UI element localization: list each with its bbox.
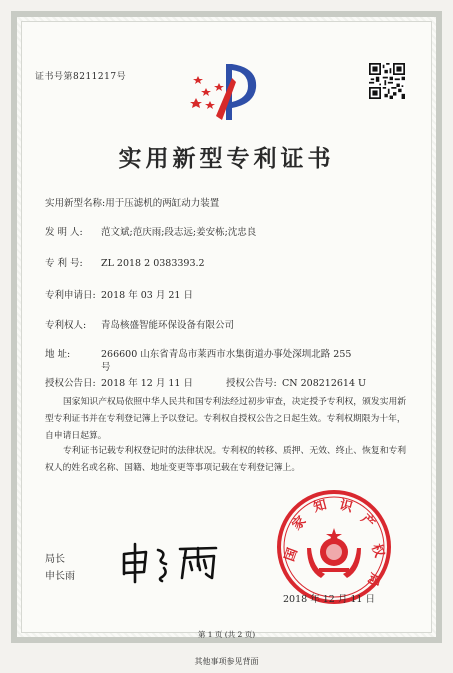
grant-date-row [45, 377, 193, 390]
field-value: 2018 年 12 月 11 日 [101, 378, 193, 389]
field-value: 266600 山东省青岛市莱西市水集街道办事处深圳北路 255 [101, 349, 352, 360]
field-label: 授权公告日: [45, 378, 96, 389]
seal-char: 局 [364, 570, 383, 588]
page-number: 第 1 页 (共 2 页) [197, 630, 256, 639]
field-label: 专 利 号: [45, 258, 83, 269]
seal-char: 权 [368, 542, 387, 560]
publication-number-row [226, 377, 366, 390]
seal-char: 产 [357, 511, 378, 532]
footer-note: 其他事项参见背面 [194, 657, 259, 666]
field-label: 授权公告号: [226, 378, 277, 389]
field-label: 专利权人: [45, 320, 87, 331]
legal-status-paragraph: 专利证书记载专利权登记时的法律状况。专利权的转移、质押、无效、终止、恢复和专利权人的姓名或名称、国籍、地址变更等事项记载在专利登记簿上。 [45, 446, 407, 473]
seal-char: 知 [311, 497, 329, 516]
filing-date-row [45, 289, 193, 302]
address-row [45, 348, 351, 361]
patent-number-row [45, 257, 205, 270]
field-label: 专利申请日: [45, 290, 96, 301]
qr-code-icon [369, 63, 405, 99]
field-value: 用于压滤机的两缸动力装置 [105, 198, 220, 209]
address-continuation: 号 [101, 362, 111, 373]
patentee-row [45, 319, 234, 332]
cnipa-logo-icon [186, 58, 264, 122]
utility-model-name-row [45, 197, 219, 210]
signatory-role: 局长 [45, 554, 65, 565]
signatory-name: 申长雨 [45, 571, 75, 582]
field-value: 2018 年 03 月 21 日 [101, 290, 193, 301]
grant-statement-paragraph: 国家知识产权局依照中华人民共和国专利法经过初步审查，决定授予专利权，颁发实用新型专利证书并在专利登记簿上予以登记。专利权自授权公告之日起生效。专利权期限为十年，自申请日起算。 [45, 397, 407, 441]
certificate-title: 实用新型专利证书 [118, 145, 335, 172]
field-value: 青岛核盛智能环保设备有限公司 [101, 320, 235, 331]
seal-char: 家 [289, 513, 310, 534]
field-value: CN 208212614 U [282, 378, 367, 389]
official-seal-icon [275, 488, 393, 606]
field-value: ZL 2018 2 0383393.2 [101, 258, 205, 269]
seal-char: 识 [337, 497, 355, 516]
handwritten-signature [118, 540, 238, 585]
field-label: 发 明 人: [45, 227, 83, 238]
seal-date: 2018 年 12 月 11 日 [283, 594, 375, 605]
field-label: 实用新型名称: [45, 198, 106, 209]
certificate-number: 证书号第8211217号 [35, 72, 127, 82]
field-value: 范文斌;范庆雨;段志远;姜安栋;沈忠良 [101, 227, 257, 238]
inventor-row [45, 226, 256, 239]
seal-char: 国 [282, 546, 301, 564]
field-label: 地 址: [45, 349, 71, 360]
